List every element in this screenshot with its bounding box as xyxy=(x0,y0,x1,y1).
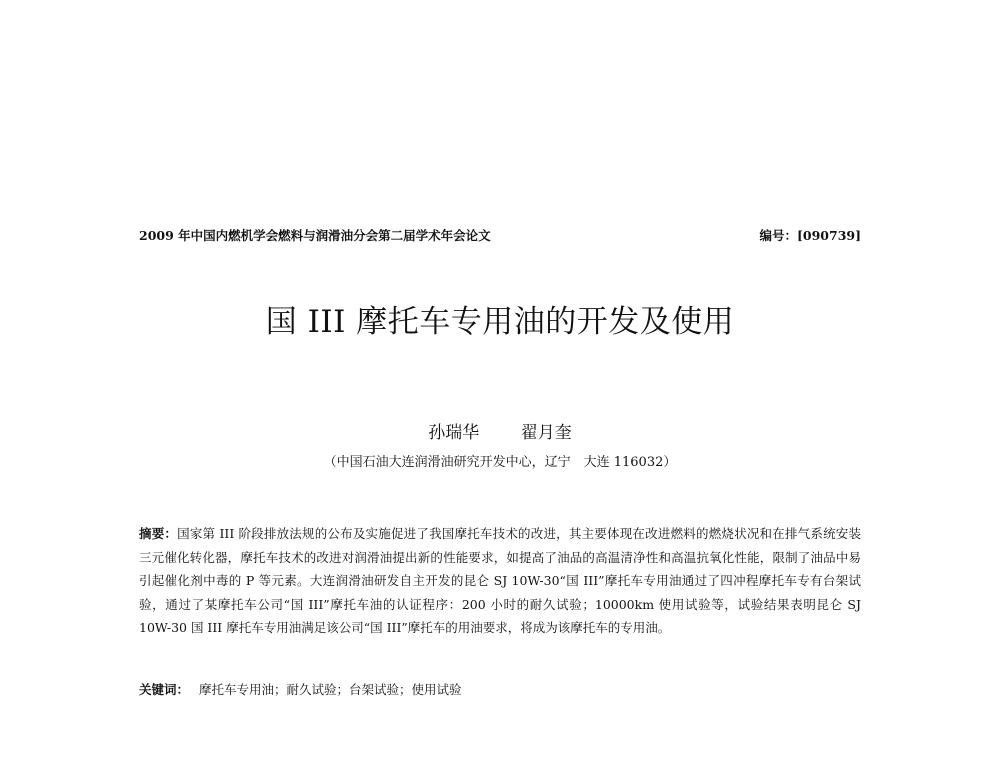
author-list xyxy=(0,418,1000,443)
keywords xyxy=(139,680,861,698)
keywords-label: 关键词： xyxy=(139,682,190,697)
author-affiliation: （中国石油大连润滑油研究开发中心，辽宁 大连 116032） xyxy=(323,455,677,470)
keywords-text: 摩托车专用油；耐久试验；台架试验；使用试验 xyxy=(199,682,462,697)
author-name: 孙瑞华 xyxy=(428,423,480,443)
abstract-label: 摘要： xyxy=(139,526,178,541)
abstract-text: 国家第 III 阶段排放法规的公布及实施促进了我国摩托车技术的改进，其主要体现在改进燃料的燃烧状况和在排气系统安装三元催化转化器，摩托车技术的改进对润滑油提出新的性能要求，如提高了油品的高温清净性和高温抗氧化性能，限制了油品中易引起催化剂中毒的 P 等元素。大连润滑油研发自主开发的昆仑 SJ 10W-30“国 III”摩托车专用油通过了四冲程摩托车专有台架试验，通过了某摩托车公司“国 III”摩托车油的认证程序：200 小时的耐久试验；10000km 使用试验等，试验结果表明昆仑 SJ 10W-30 国 III 摩托车专用油满足该公司“国 III”摩托车的用油要求，将成为该摩托车的专用油。 xyxy=(139,526,861,636)
paper-number: 编号：[090739] xyxy=(759,228,861,243)
author-name: 翟月奎 xyxy=(520,423,572,443)
abstract xyxy=(139,522,861,640)
conference-header xyxy=(139,226,861,246)
paper-title: 国 III 摩托车专用油的开发及使用 xyxy=(265,304,735,340)
conference-name: 2009 年中国内燃机学会燃料与润滑油分会第二届学术年会论文 xyxy=(139,228,491,243)
